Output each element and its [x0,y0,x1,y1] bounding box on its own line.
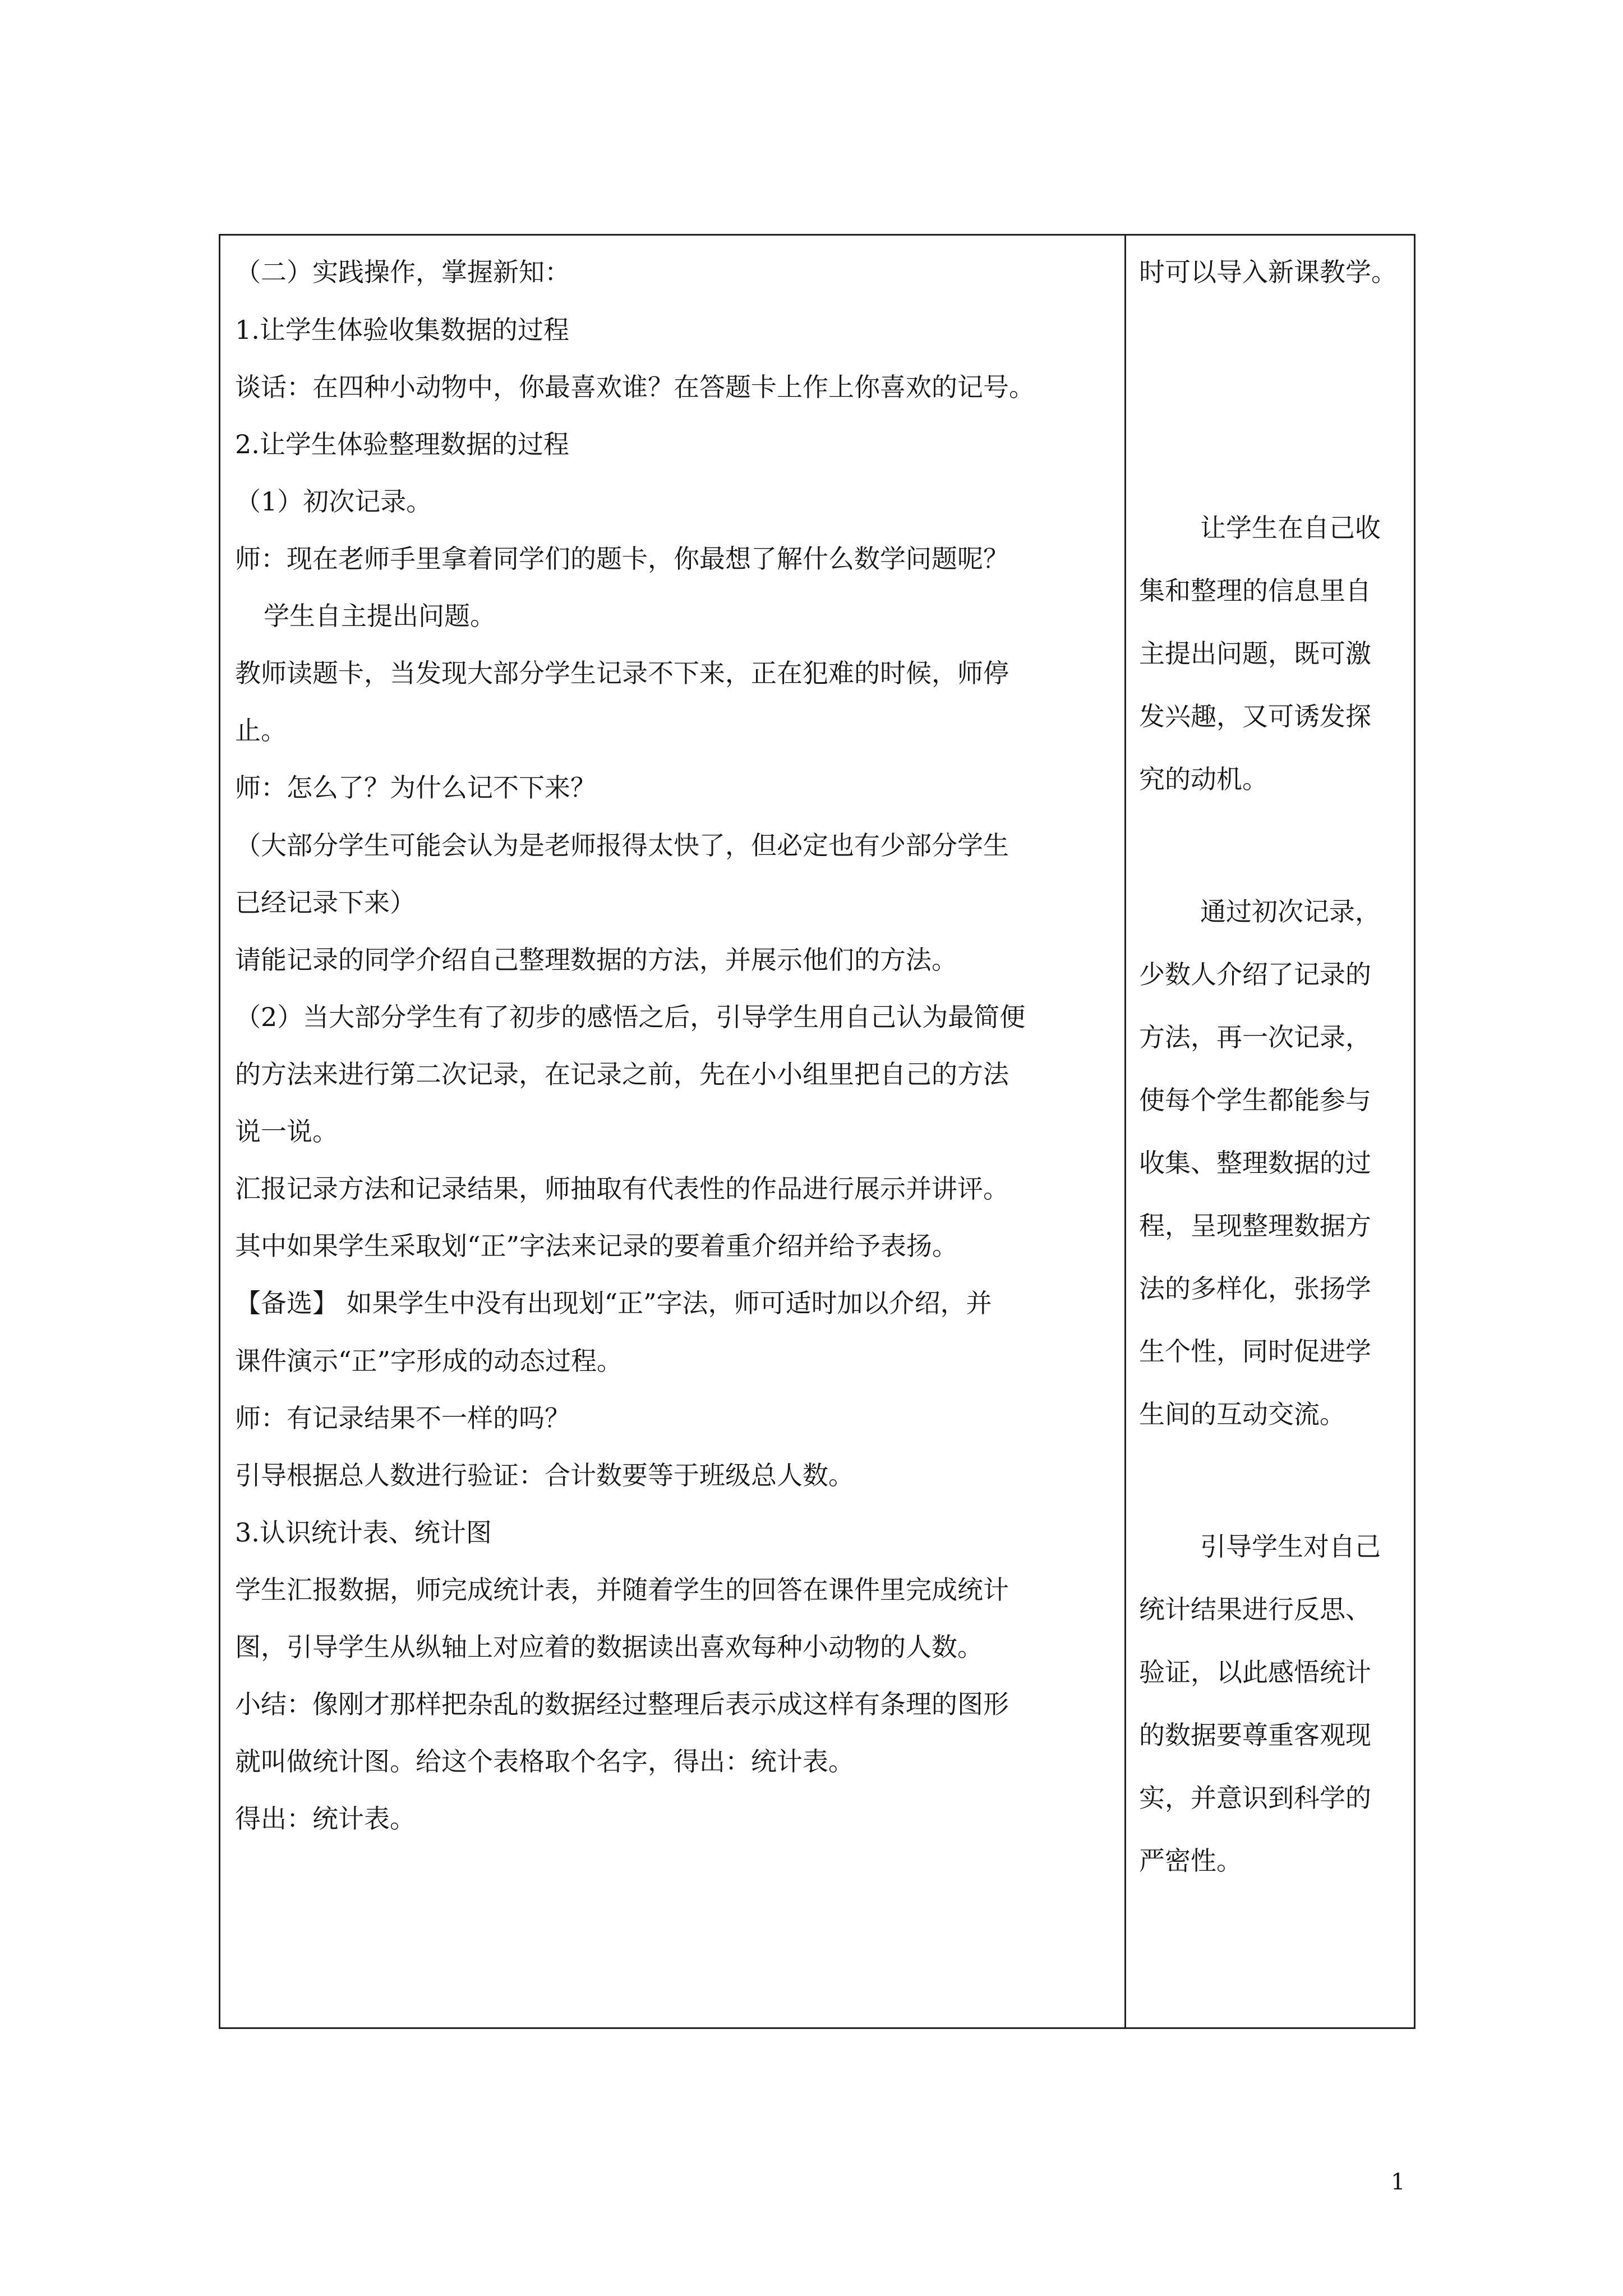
left-line: （二）实践操作，掌握新知： [235,257,570,287]
left-line: （1）初次记录。 [235,486,432,517]
left-line: 图，引导学生从纵轴上对应着的数据读出喜欢每种小动物的人数。 [235,1632,983,1662]
left-line: 【备选】 如果学生中没有出现划“正”字法，师可适时加以介绍，并 [235,1288,992,1318]
left-line: 教师读题卡，当发现大部分学生记录不下来，正在犯难的时候，师停 [235,658,1009,688]
left-line: （大部分学生可能会认为是老师报得太快了，但必定也有少部分学生 [235,830,1009,861]
left-line: 止。 [235,715,287,746]
right-note-line: 使每个学生都能参与 [1139,1085,1371,1115]
left-line: 说一说。 [235,1116,338,1147]
right-note-line: 程，呈现整理数据方 [1139,1211,1371,1241]
right-note-line: 收集、整理数据的过 [1139,1148,1371,1178]
right-note-line: 通过初次记录， [1200,896,1381,927]
left-line: 引导根据总人数进行验证：合计数要等于班级总人数。 [235,1460,854,1490]
left-line: 师：现在老师手里拿着同学们的题卡，你最想了解什么数学问题呢？ [235,544,1009,574]
right-note-line: 发兴趣，又可诱发探 [1139,701,1371,731]
left-line: 1.让学生体验收集数据的过程 [235,315,569,345]
right-note-line: 方法，再一次记录， [1139,1022,1371,1052]
right-note-line: 少数人介绍了记录的 [1139,959,1371,990]
left-line: 学生自主提出问题。 [264,601,496,631]
right-note-line: 严密性。 [1139,1846,1242,1876]
right-note-line: 统计结果进行反思、 [1139,1594,1371,1625]
right-note-line: 法的多样化，张扬学 [1139,1273,1371,1304]
right-note-line: 生个性，同时促进学 [1139,1336,1371,1366]
right-note-line: 集和整理的信息里自 [1139,576,1371,606]
right-note-line: 生间的互动交流。 [1139,1399,1345,1429]
left-line: 就叫做统计图。给这个表格取个名字，得出：统计表。 [235,1746,854,1777]
left-line: 得出：统计表。 [235,1803,416,1834]
column-divider [1124,234,1126,2029]
left-line: 谈话：在四种小动物中，你最喜欢谁？在答题卡上作上你喜欢的记号。 [235,372,1035,402]
right-note-line: 究的动机。 [1139,764,1268,794]
left-line: 汇报记录方法和记录结果，师抽取有代表性的作品进行展示并讲评。 [235,1174,1009,1204]
page-number: 1 [1391,2169,1405,2195]
left-line: 请能记录的同学介绍自己整理数据的方法，并展示他们的方法。 [235,945,957,975]
left-line: 小结：像刚才那样把杂乱的数据经过整理后表示成这样有条理的图形 [235,1689,1009,1719]
right-note-line: 验证，以此感悟统计 [1139,1657,1371,1687]
left-line: 的方法来进行第二次记录，在记录之前，先在小小组里把自己的方法 [235,1059,1009,1089]
right-note-line: 的数据要尊重客观现 [1139,1720,1371,1750]
left-line: 师：怎么了？为什么记不下来？ [235,772,596,803]
left-line: 其中如果学生采取划“正”字法来记录的要着重介绍并给予表扬。 [235,1231,958,1261]
right-note-line: 时可以导入新课教学。 [1139,257,1397,287]
left-line: 已经记录下来） [235,887,416,918]
left-line: 2.让学生体验整理数据的过程 [235,429,569,459]
left-line: （2）当大部分学生有了初步的感悟之后，引导学生用自己认为最简便 [235,1002,1026,1032]
right-note-line: 引导学生对自己 [1200,1531,1381,1562]
left-line: 3.认识统计表、统计图 [235,1517,492,1548]
right-note-line: 实，并意识到科学的 [1139,1783,1371,1813]
right-note-line: 让学生在自己收 [1200,513,1381,543]
right-note-line: 主提出问题，既可激 [1139,638,1371,669]
left-line: 课件演示“正”字形成的动态过程。 [235,1346,623,1376]
left-line: 学生汇报数据，师完成统计表，并随着学生的回答在课件里完成统计 [235,1575,1009,1605]
left-line: 师：有记录结果不一样的吗？ [235,1403,570,1433]
